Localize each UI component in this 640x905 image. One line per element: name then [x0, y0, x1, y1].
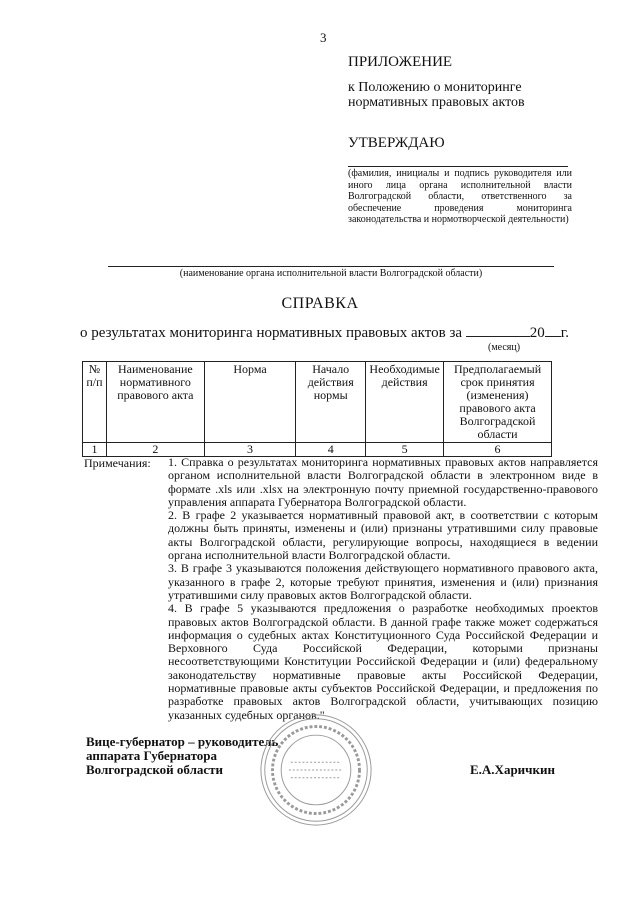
signatory-name: Е.А.Харичкин: [470, 762, 555, 777]
table-header-cell: Предполагаемый срок принятия (изменения) правового акта Волгоградской области: [444, 362, 552, 443]
table-number-cell: 4: [296, 443, 366, 457]
appendix-heading: ПРИЛОЖЕНИЕ: [348, 54, 453, 70]
appendix-line-2: нормативных правовых актов: [348, 95, 525, 110]
table-number-cell: 2: [106, 443, 204, 457]
approve-heading: УТВЕРЖДАЮ: [348, 135, 445, 151]
table-number-cell: 1: [83, 443, 107, 457]
month-blank: [466, 322, 530, 337]
document-subtitle: [80, 322, 569, 342]
organization-line: [108, 266, 554, 267]
notes-label: Примечания:: [84, 456, 151, 470]
table-header-cell: Норма: [204, 362, 296, 443]
table-header-cell: № п/п: [83, 362, 107, 443]
note-item: 1. Справка о результатах мониторинга нормативных правовых актов направляется органом исполнительной власти Волгоградской области в электронном виде в формате .xls или .xlsx на электронную почту приемной государственно-правового управления аппарата Губернатора Волгоградской области.: [168, 455, 598, 509]
signature-line: [348, 166, 568, 167]
signatory-line-2: аппарата Губернатора: [86, 748, 218, 763]
signatory-line-1: Вице-губернатор – руководитель: [86, 734, 279, 749]
appendix-line-1: к Положению о мониторинге: [348, 80, 522, 95]
table-number-cell: 3: [204, 443, 296, 457]
table-header-cell: Начало действия нормы: [296, 362, 366, 443]
table-number-cell: 5: [366, 443, 444, 457]
page-number: 3: [320, 30, 327, 45]
subtitle-year: 20: [529, 325, 545, 341]
note-item: 2. В графе 2 указывается нормативный правовой акт, в соответствии с которым должны быть приняты, изменены и (или) признаны утратившими силу правовые акты Волгоградской области, регулирующие вопросы, находящиеся в ведении органа исполнительной власти Волгоградской области.: [168, 508, 598, 563]
subtitle-prefix: о результатах мониторинга нормативных правовых актов за: [80, 325, 463, 341]
document-title: СПРАВКА: [281, 295, 359, 312]
organization-caption: (наименование органа исполнительной власти Волгоградской области): [179, 268, 483, 279]
note-item: 3. В графе 3 указываются положения действующего нормативного правового акта, указанного в графе 2, которые требуют принятия, изменения и (или) признания утратившими силу правовых актов Волгоградской области.: [168, 561, 598, 602]
report-table: [82, 361, 552, 457]
table-header-cell: Необходимые действия: [366, 362, 444, 443]
note-item: 4. В графе 5 указываются предложения о разработке необходимых проектов правовых актов Волгоградской области. В данной графе также может содержаться информация о судебных актах Конституционного Суда Российской Федерации и Верховного Суда Российской Федерации, которыми признаны несоответствующими Конституции Российской Федерации и (или) федеральному законодательству нормативные правовые акты Российской Федерации, нормативные правовые акты субъектов Российской Федерации, и предложения по разработке правовых актов Волгоградской области, учитывающих позицию указанных судебных органов.": [168, 601, 598, 722]
signatory-line-3: Волгоградской области: [86, 762, 224, 777]
month-caption: (месяц): [488, 342, 521, 353]
table-number-cell: 6: [444, 443, 552, 457]
year-blank: [545, 322, 561, 337]
table-header-cell: Наименование нормативного правового акта: [106, 362, 204, 443]
subtitle-suffix: г.: [560, 325, 570, 341]
notes-list: [168, 456, 598, 722]
official-seal-icon: [258, 712, 374, 828]
appendix-subtitle: [348, 80, 608, 110]
signature-note: (фамилия, инициалы и подпись руководителя или иного лица органа исполнительной власти Волгоградской области, ответственного за обеспечение проведения мониторинга законодательства и нормотворческой деятельности): [348, 168, 572, 225]
table-header-row: [83, 362, 552, 443]
